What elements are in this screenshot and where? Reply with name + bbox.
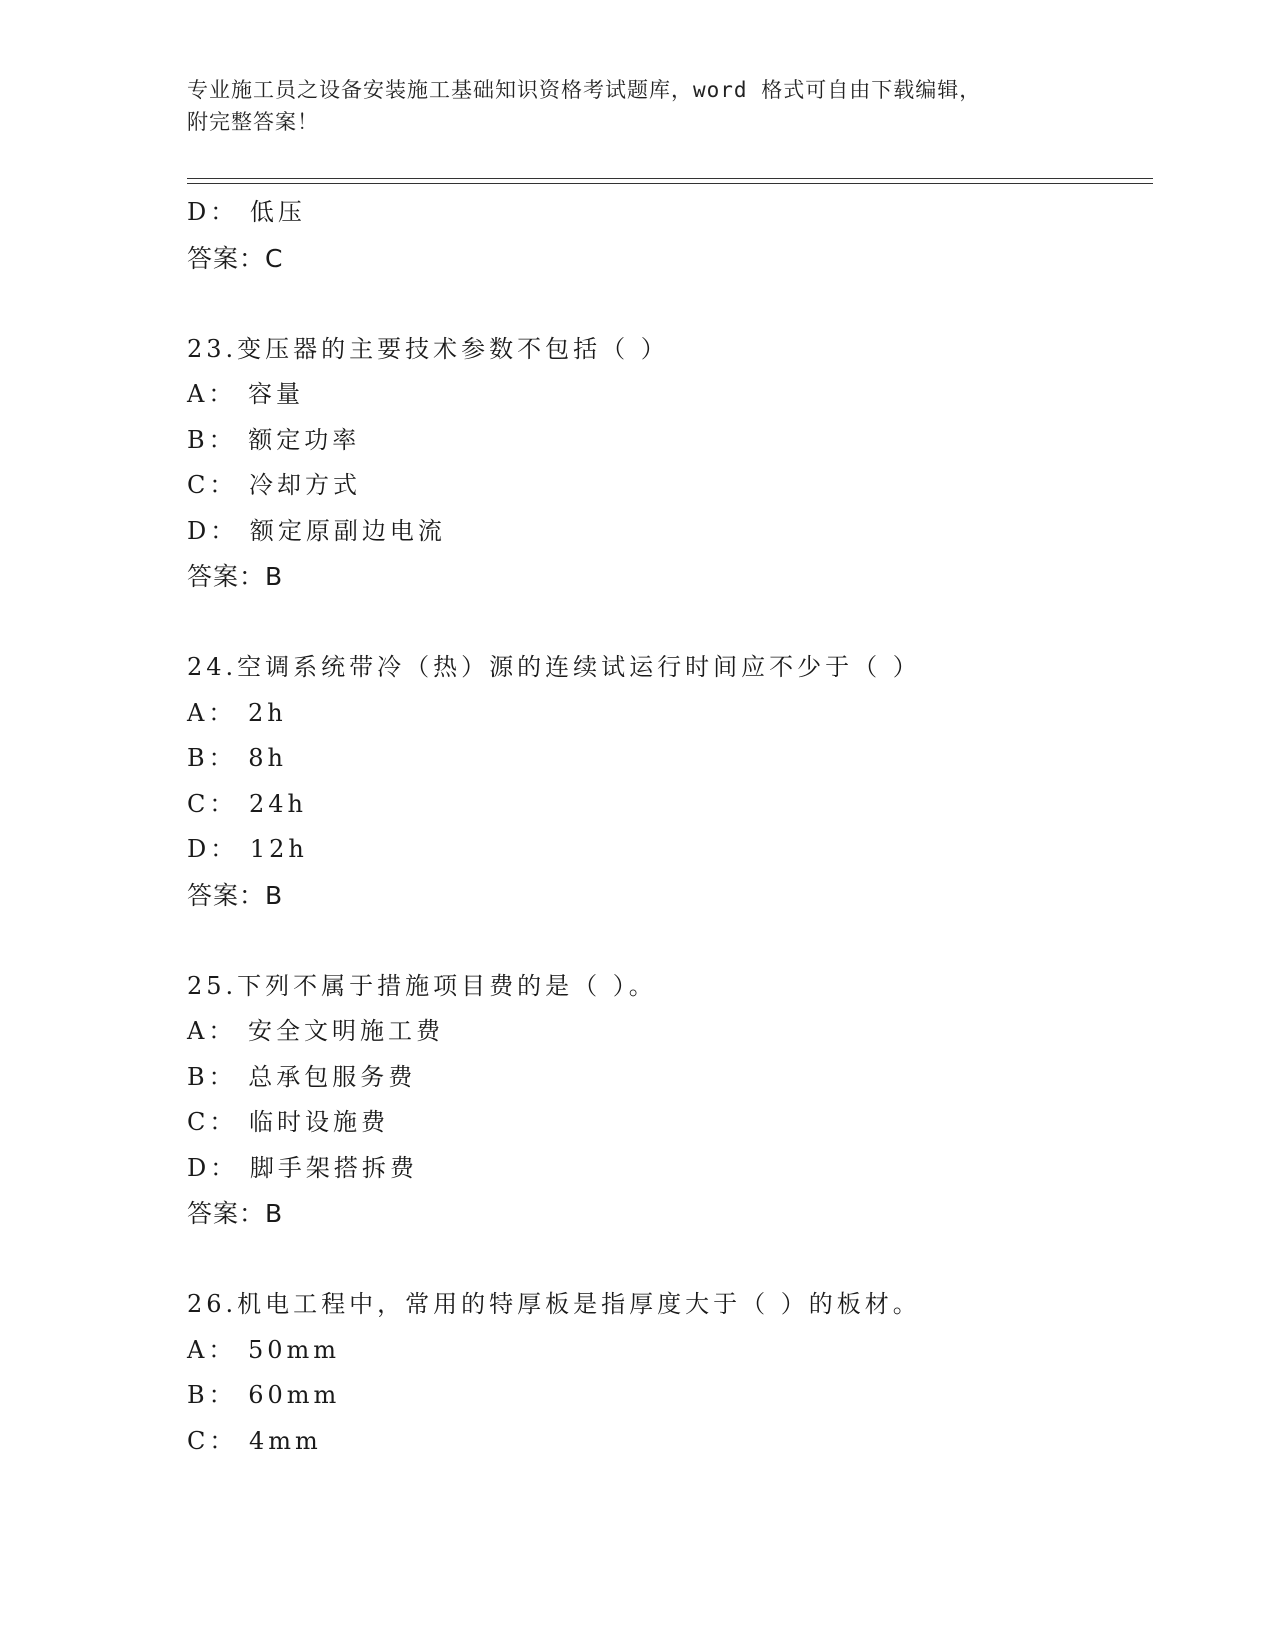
option-a: A： 安全文明施工费 bbox=[187, 1017, 444, 1045]
option-b: B： 8h bbox=[187, 744, 287, 772]
option-d: D： 额定原副边电流 bbox=[187, 516, 446, 545]
question-text: 23.变压器的主要技术参数不包括（ ） bbox=[187, 334, 669, 363]
prev-answer: 答案：C bbox=[187, 243, 284, 273]
prev-option-d: D： 低压 bbox=[187, 198, 306, 226]
option-c: C： 冷却方式 bbox=[187, 471, 361, 499]
question-text: 24.空调系统带冷（热）源的连续试运行时间应不少于（ ） bbox=[187, 653, 921, 681]
option-d: D： 脚手架搭拆费 bbox=[187, 1153, 418, 1182]
spacer bbox=[187, 1237, 1153, 1283]
answer: 答案：B bbox=[187, 562, 284, 591]
option-a: A： 容量 bbox=[187, 380, 304, 408]
option-c: C： 4mm bbox=[187, 1426, 322, 1455]
question-24 bbox=[187, 645, 1153, 918]
question-25 bbox=[187, 964, 1153, 1237]
question-23 bbox=[187, 327, 1153, 600]
option-c: C： 临时设施费 bbox=[187, 1108, 389, 1136]
answer: 答案：B bbox=[187, 1199, 284, 1228]
option-a: A： 2h bbox=[187, 698, 287, 727]
question-26 bbox=[187, 1282, 1153, 1464]
header-line-1: 专业施工员之设备安装施工基础知识资格考试题库，word 格式可自由下载编辑， bbox=[187, 78, 982, 102]
spacer bbox=[187, 281, 1153, 327]
option-b: B： 总承包服务费 bbox=[187, 1062, 417, 1091]
spacer bbox=[187, 600, 1153, 646]
spacer bbox=[187, 918, 1153, 964]
option-c: C： 24h bbox=[187, 789, 307, 818]
header-line-2: 附完整答案！ bbox=[187, 110, 319, 134]
option-a: A： 50mm bbox=[187, 1335, 341, 1364]
question-text: 26.机电工程中，常用的特厚板是指厚度大于（ ）的板材。 bbox=[187, 1290, 921, 1318]
question-list bbox=[187, 190, 1153, 1464]
option-b: B： 60mm bbox=[187, 1381, 341, 1409]
option-b: B： 额定功率 bbox=[187, 425, 361, 454]
answer: 答案：B bbox=[187, 880, 284, 910]
option-d: D： 12h bbox=[187, 835, 308, 863]
header-rule-bottom bbox=[187, 183, 1153, 184]
header-rule-top bbox=[187, 178, 1153, 179]
document-header bbox=[187, 74, 1087, 138]
question-text: 25.下列不属于措施项目费的是（ ）。 bbox=[187, 971, 657, 1000]
